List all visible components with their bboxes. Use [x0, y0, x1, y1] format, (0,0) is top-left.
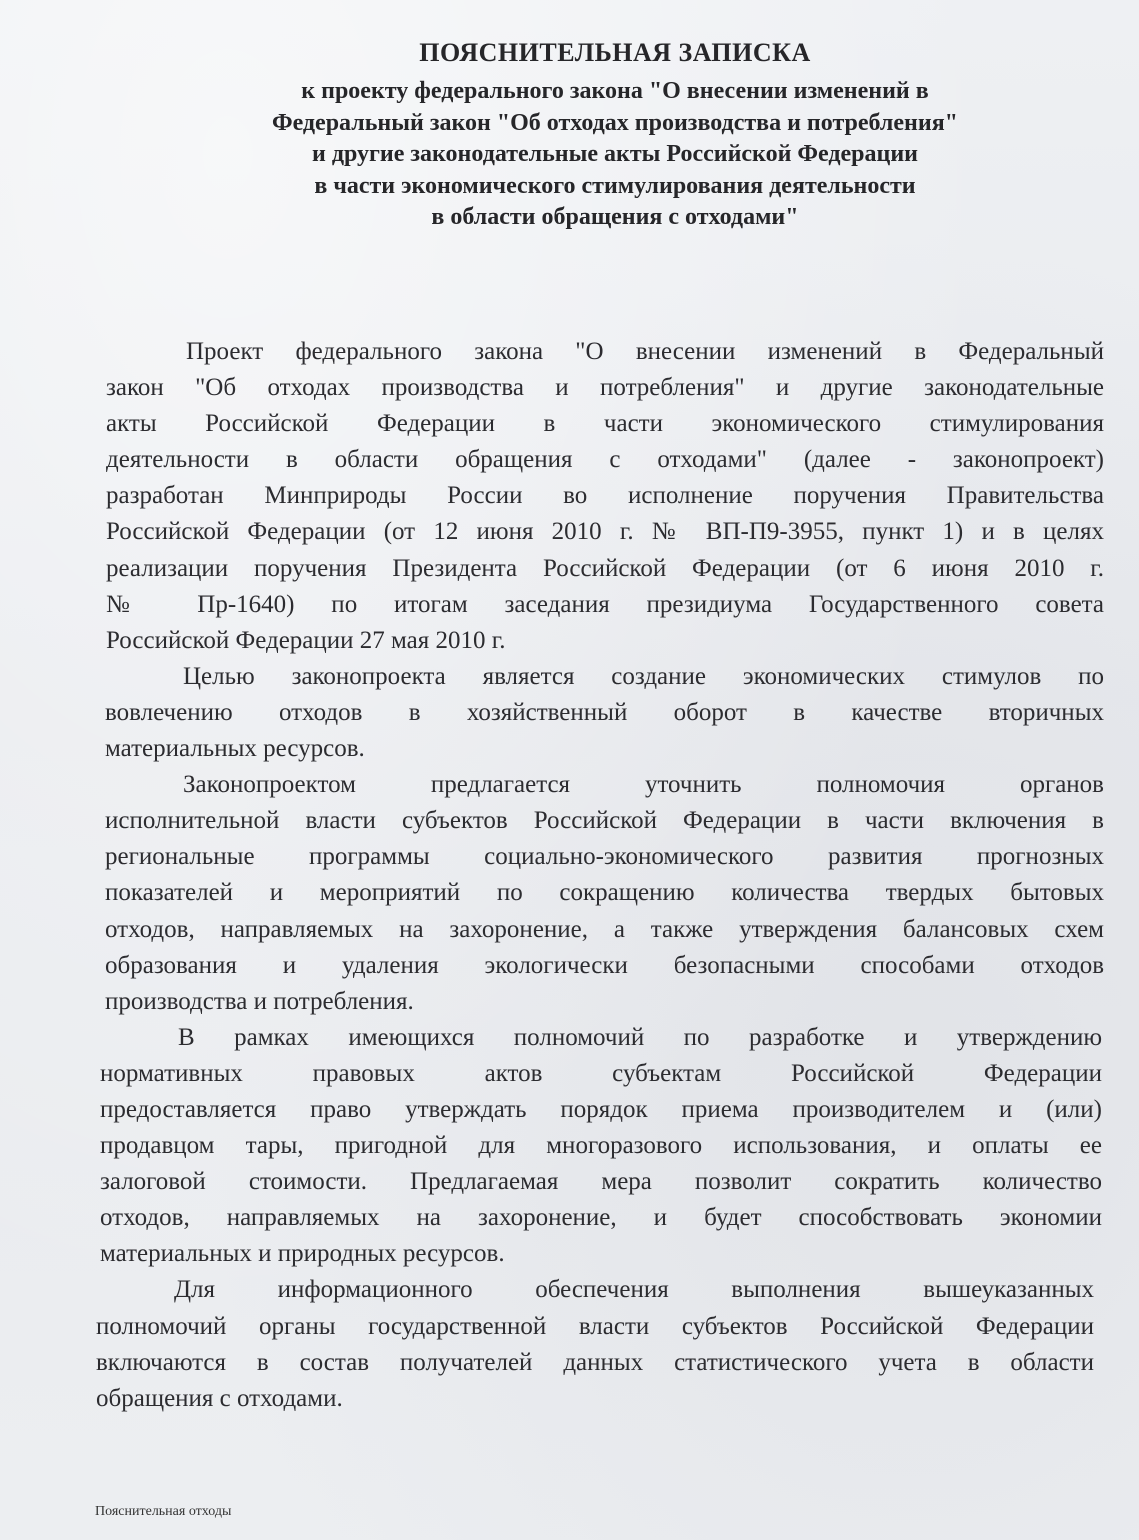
- subtitle-line: в области обращения с отходами": [431, 204, 799, 230]
- text-line: нормативных правовых актов субъектам Российской Федерации: [100, 1059, 1102, 1087]
- document-body: [96, 334, 1105, 1417]
- text-line: разработан Минприроды России во исполнение поручения Правительства: [106, 482, 1104, 510]
- paragraph-information-support: [96, 1272, 1094, 1416]
- text-line: образования и удаления экологически безопасными способами отходов: [105, 951, 1104, 979]
- text-line: Российской Федерации (от 12 июня 2010 г. № ВП-П9-3955, пункт 1) и в целях: [106, 518, 1104, 546]
- text-line: предоставляется право утверждать порядок приема производителем и (или): [100, 1095, 1102, 1123]
- text-line: Для информационного обеспечения выполнения вышеуказанных: [174, 1276, 1094, 1304]
- text-line: продавцом тары, пригодной для многоразового использования, и оплаты ее: [100, 1132, 1102, 1160]
- text-line: материальных и природных ресурсов.: [100, 1240, 505, 1268]
- page-footer: Пояснительная отходы: [95, 1504, 232, 1519]
- subtitle-line: и другие законодательные акты Российской Федерации: [312, 141, 918, 167]
- text-line: обращения с отходами.: [96, 1384, 343, 1412]
- subtitle-line: Федеральный закон "Об отходах производства и потребления": [271, 109, 959, 136]
- document-title: ПОЯСНИТЕЛЬНАЯ ЗАПИСКА: [419, 38, 811, 67]
- text-line: Законопроектом предлагается уточнить полномочия органов: [183, 771, 1104, 799]
- subtitle-line: в части экономического стимулирования деятельности: [314, 172, 916, 199]
- text-line: В рамках имеющихся полномочий по разработке и утверждению: [178, 1023, 1102, 1051]
- text-line: Проект федерального закона "О внесении изменений в Федеральный: [186, 338, 1104, 365]
- text-line: залоговой стоимости. Предлагаемая мера позволит сократить количество: [100, 1168, 1102, 1196]
- text-line: отходов, направляемых на захоронение, а также утверждения балансовых схем: [105, 915, 1104, 943]
- subtitle-line: к проекту федерального закона "О внесении изменений в: [301, 78, 929, 104]
- text-line: включаются в состав получателей данных статистического учета в области: [96, 1348, 1094, 1376]
- text-line: исполнительной власти субъектов Российской Федерации в части включения в: [105, 807, 1104, 835]
- document-subtitle: [150, 76, 1080, 234]
- text-line: полномочий органы государственной власти субъектов Российской Федерации: [96, 1312, 1094, 1340]
- paragraph-regulatory-acts: [100, 1020, 1102, 1273]
- paragraph-powers: [105, 767, 1104, 1020]
- text-line: Российской Федерации 27 мая 2010 г.: [106, 626, 506, 654]
- paragraph-draft-law-overview: [106, 334, 1104, 659]
- text-line: закон "Об отходах производства и потребления" и другие законодательные: [106, 374, 1104, 402]
- paragraph-purpose: [105, 659, 1104, 767]
- text-line: региональные программы социально-экономического развития прогнозных: [105, 843, 1104, 871]
- text-line: материальных ресурсов.: [105, 735, 365, 763]
- text-line: отходов, направляемых на захоронение, и будет способствовать экономии: [100, 1204, 1102, 1232]
- text-line: акты Российской Федерации в части экономического стимулирования: [106, 410, 1104, 438]
- text-line: вовлечению отходов в хозяйственный оборот в качестве вторичных: [105, 698, 1104, 726]
- text-line: реализации поручения Президента Российской Федерации (от 6 июня 2010 г.: [106, 554, 1104, 582]
- text-line: деятельности в области обращения с отходами" (далее - законопроект): [106, 446, 1104, 474]
- text-line: Целью законопроекта является создание экономических стимулов по: [183, 662, 1104, 690]
- text-line: показателей и мероприятий по сокращению количества твердых бытовых: [105, 879, 1104, 907]
- document-heading: [150, 36, 1080, 234]
- text-line: производства и потребления.: [105, 987, 414, 1015]
- text-line: № Пр-1640) по итогам заседания президиума Государственного совета: [106, 590, 1104, 618]
